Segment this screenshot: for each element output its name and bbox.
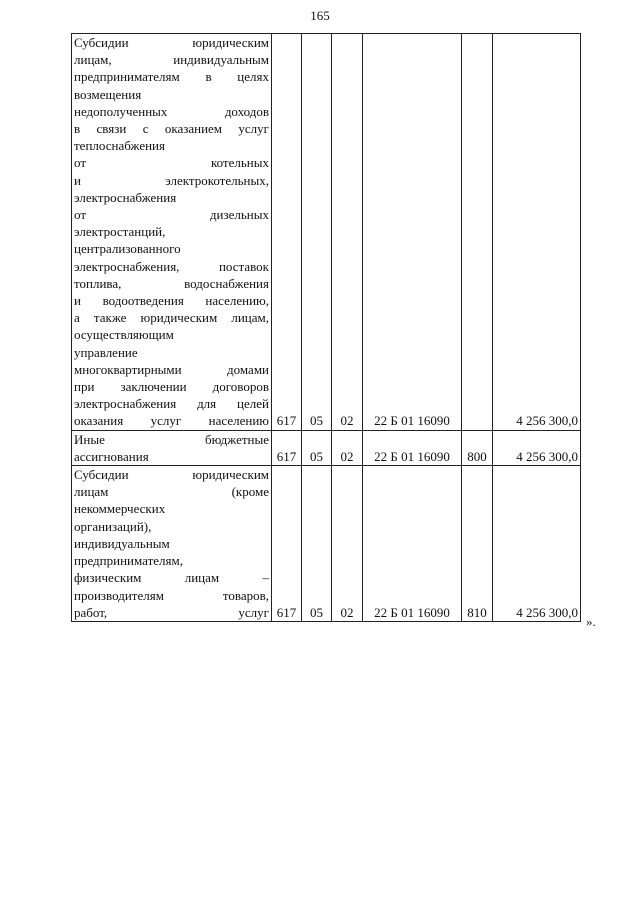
description-line: электроснабжения bbox=[74, 189, 177, 205]
description-line: централизованного bbox=[74, 241, 181, 257]
description-line: предпринимателям, bbox=[74, 553, 183, 569]
description-line: от дизельных bbox=[74, 207, 269, 223]
section-code: 05 bbox=[302, 34, 332, 431]
row-description bbox=[72, 34, 272, 431]
description-line: при заключении договоров bbox=[74, 379, 269, 395]
target-article-code: 22 Б 01 16090 bbox=[363, 430, 462, 465]
section-code: 05 bbox=[302, 466, 332, 622]
description-line: осуществляющим bbox=[74, 327, 174, 343]
description-line: производителям товаров, bbox=[74, 587, 269, 603]
description-line: топлива, водоснабжения bbox=[74, 275, 269, 291]
description-line: Иные бюджетные bbox=[74, 431, 269, 447]
description-line: предпринимателям в целях bbox=[74, 69, 269, 85]
subsection-code: 02 bbox=[332, 430, 363, 465]
description-line: многоквартирными домами bbox=[74, 361, 269, 377]
row-description bbox=[72, 466, 272, 622]
description-line: физическим лицам – bbox=[74, 570, 269, 586]
description-line: Субсидии юридическим bbox=[74, 35, 269, 50]
subsection-code: 02 bbox=[332, 34, 363, 431]
expense-type-code bbox=[462, 34, 493, 431]
description-line: возмещения bbox=[74, 86, 142, 102]
description-line: некоммерческих bbox=[74, 501, 166, 517]
description-line: в связи с оказанием услуг bbox=[74, 121, 269, 137]
description-line: индивидуальным bbox=[74, 535, 170, 551]
description-line: лицам (кроме bbox=[74, 484, 269, 500]
subsection-code: 02 bbox=[332, 466, 363, 622]
description-line: организаций), bbox=[74, 518, 152, 534]
description-line: и водоотведения населению, bbox=[74, 293, 269, 309]
grbs-code: 617 bbox=[272, 34, 302, 431]
row-description bbox=[72, 430, 272, 465]
expense-type-code: 800 bbox=[462, 430, 493, 465]
description-line: и электрокотельных, bbox=[74, 172, 269, 188]
description-line: а также юридическим лицам, bbox=[74, 310, 269, 326]
table-row bbox=[72, 34, 581, 431]
description-line: электроснабжения для целей bbox=[74, 396, 269, 412]
description-line: недополученных доходов bbox=[74, 103, 269, 119]
amount: 4 256 300,0 bbox=[493, 430, 581, 465]
table-row bbox=[72, 430, 581, 465]
budget-table-body bbox=[72, 34, 581, 622]
description-line: электроснабжения, поставок bbox=[74, 258, 269, 274]
closing-quote: ». bbox=[586, 614, 596, 629]
target-article-code: 22 Б 01 16090 bbox=[363, 466, 462, 622]
amount: 4 256 300,0 bbox=[493, 34, 581, 431]
description-line: электростанций, bbox=[74, 224, 166, 240]
target-article-code: 22 Б 01 16090 bbox=[363, 34, 462, 431]
description-line: лицам, индивидуальным bbox=[74, 52, 269, 68]
budget-table bbox=[71, 33, 581, 622]
description-line: теплоснабжения bbox=[74, 138, 165, 154]
description-line: работ, услуг bbox=[74, 604, 269, 620]
amount: 4 256 300,0 bbox=[493, 466, 581, 622]
section-code: 05 bbox=[302, 430, 332, 465]
description-line: Субсидии юридическим bbox=[74, 467, 269, 483]
page-number: 165 bbox=[310, 8, 330, 23]
expense-type-code: 810 bbox=[462, 466, 493, 622]
description-line: оказания услуг населению bbox=[74, 413, 269, 429]
description-line: управление bbox=[74, 344, 138, 360]
grbs-code: 617 bbox=[272, 430, 302, 465]
grbs-code: 617 bbox=[272, 466, 302, 622]
table-row bbox=[72, 466, 581, 622]
description-line: от котельных bbox=[74, 155, 269, 171]
description-line: ассигнования bbox=[74, 448, 149, 464]
